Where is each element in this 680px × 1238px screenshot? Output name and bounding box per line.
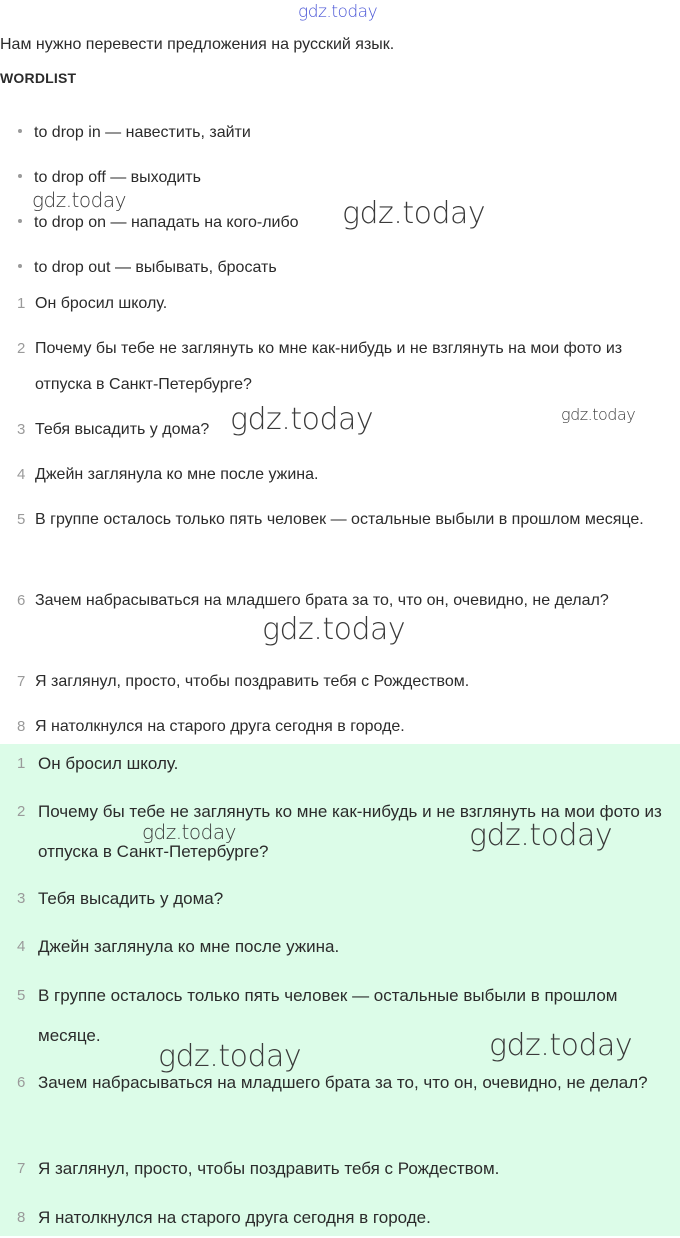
answer-number: 4 <box>17 938 26 955</box>
wordlist-item: to drop in — навестить, зайти <box>18 124 251 142</box>
bullet-icon <box>18 174 22 178</box>
sentence-number: 4 <box>17 466 26 483</box>
answer-text: Почему бы тебе не заглянуть ко мне как-нибудь и не взглянуть на мои фото из отпуска в Санкт-Петербурге? <box>38 802 662 861</box>
sentence-number: 7 <box>17 673 26 690</box>
answer-number: 6 <box>17 1074 26 1091</box>
watermark: gdz.today <box>262 612 406 647</box>
answer-number: 5 <box>17 987 26 1004</box>
sentence-text: Я заглянул, просто, чтобы поздравить тебя с Рождеством. <box>35 673 470 690</box>
sentence-text: В группе осталось только пять человек — остальные выбыли в прошлом месяце. <box>35 511 644 528</box>
answer-text: Джейн заглянула ко мне после ужина. <box>38 937 340 956</box>
answer-text: Он бросил школу. <box>38 754 179 773</box>
answer-number: 3 <box>17 890 26 907</box>
sentence-number: 3 <box>17 421 26 438</box>
watermark: gdz.today <box>230 402 374 437</box>
sentence-number: 8 <box>17 718 26 735</box>
sentence-text: Джейн заглянула ко мне после ужина. <box>35 466 319 483</box>
answer-text: Я натолкнулся на старого друга сегодня в городе. <box>38 1208 431 1227</box>
watermark: gdz.today <box>32 188 126 212</box>
bullet-icon <box>18 264 22 268</box>
answer-number: 1 <box>17 755 26 772</box>
bullet-icon <box>18 219 22 223</box>
sentence-text: Он бросил школу. <box>35 295 168 312</box>
watermark: gdz.today <box>142 820 236 844</box>
sentence-text: Почему бы тебе не заглянуть ко мне как-нибудь и не взглянуть на мои фото из отпуска в Санкт-Петербурге? <box>35 340 623 393</box>
sentence-number: 2 <box>17 340 26 357</box>
wordlist-item: to drop off — выходить <box>18 169 201 187</box>
sentence-text: Тебя высадить у дома? <box>35 421 210 438</box>
sentence-number: 1 <box>17 295 26 312</box>
answer-number: 8 <box>17 1209 26 1226</box>
answer-text: Зачем набрасываться на младшего брата за то, что он, очевидно, не делал? <box>38 1073 648 1092</box>
sentence-number: 5 <box>17 511 26 528</box>
watermark: gdz.today <box>489 1028 633 1063</box>
sentence-text: Я натолкнулся на старого друга сегодня в городе. <box>35 718 405 735</box>
wordlist-item: to drop on — нападать на кого-либо <box>18 214 299 232</box>
bullet-icon <box>18 129 22 133</box>
watermark: gdz.today <box>561 405 636 424</box>
intro-text: Нам нужно перевести предложения на русский язык. <box>0 36 395 53</box>
wordlist-item: to drop out — выбывать, бросать <box>18 259 277 277</box>
answer-text: Тебя высадить у дома? <box>38 889 224 908</box>
answer-number: 2 <box>17 803 26 820</box>
watermark: gdz.today <box>298 2 378 22</box>
sentence-number: 6 <box>17 592 26 609</box>
watermark: gdz.today <box>469 818 613 853</box>
watermark: gdz.today <box>342 196 486 231</box>
answer-number: 7 <box>17 1160 26 1177</box>
answer-text: В группе осталось только пять человек — остальные выбыли в прошлом месяце. <box>38 986 618 1045</box>
answer-text: Я заглянул, просто, чтобы поздравить тебя с Рождеством. <box>38 1159 500 1178</box>
sentence-text: Зачем набрасываться на младшего брата за то, что он, очевидно, не делал? <box>35 592 609 609</box>
wordlist-title: WORDLIST <box>0 70 77 86</box>
watermark: gdz.today <box>158 1039 302 1074</box>
